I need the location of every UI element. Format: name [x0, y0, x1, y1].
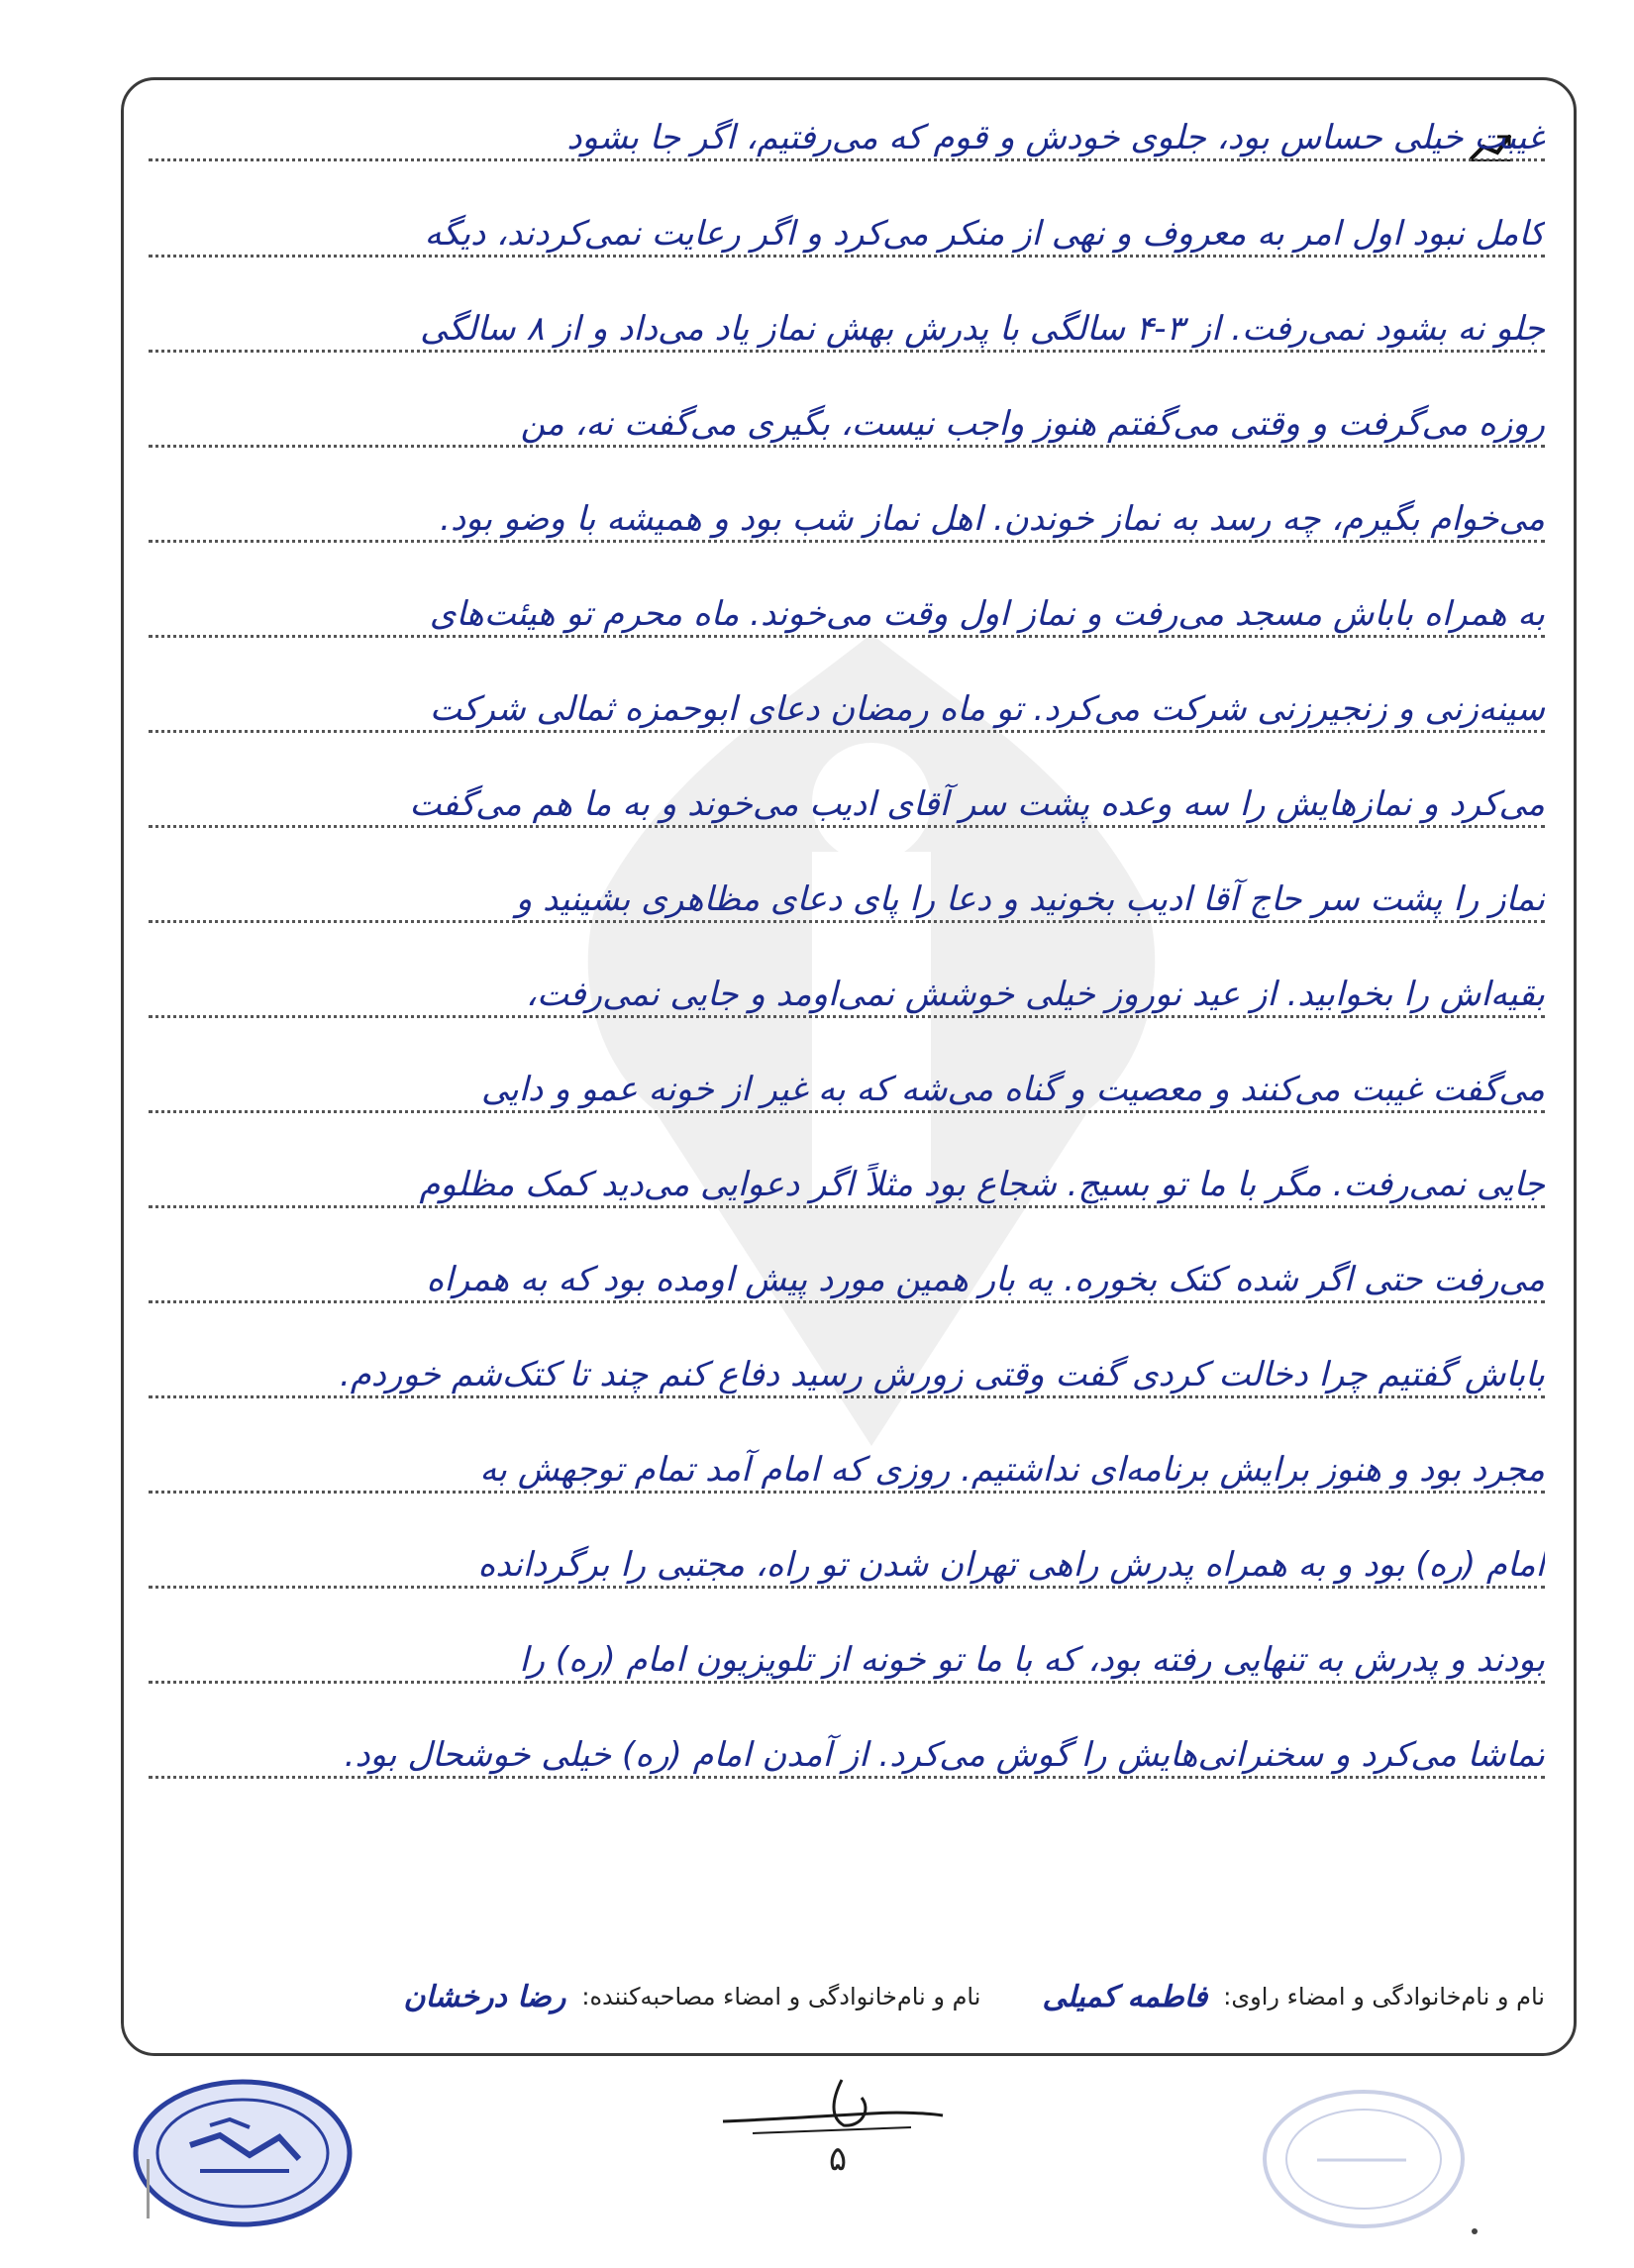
handwritten-line-2: کامل نبود اول امر به معروف و نهی از منکر می‌کرد و اگر رعایت نمی‌کردند، دیگه: [149, 210, 1545, 258]
handwritten-line-11: می‌گفت غیبت می‌کنند و معصیت و گناه می‌شه که به غیر از خونه عمو و دایی: [149, 1066, 1545, 1113]
handwritten-line-3: جلو نه بشود نمی‌رفت. از ۳-۴ سالگی با پدرش بهش نماز یاد می‌داد و از ۸ سالگی: [149, 305, 1545, 353]
stamp-seal: [131, 2076, 355, 2230]
handwritten-line-5: می‌خوام بگیرم، چه رسد به نماز خوندن. اهل نماز شب بود و همیشه با وضو بود.: [149, 495, 1545, 543]
interviewer-signature: رضا درخشان: [403, 1979, 566, 2014]
handwritten-line-14: باباش گفتیم چرا دخالت کردی گفت وقتی زورش رسید دفاع کنم چند تا کتک‌شم خوردم.: [149, 1351, 1545, 1398]
handwritten-line-17: بودند و پدرش به تنهایی رفته بود، که با ما تو خونه از تلویزیون امام (ره) را: [149, 1636, 1545, 1684]
handwritten-line-1: غیبت خیلی حساس بود، جلوی خودش و قوم که می‌رفتیم، اگر جا بشود: [149, 114, 1545, 161]
handwritten-line-18: تماشا می‌کرد و سخنرانی‌هایش را گوش می‌کرد. از آمدن امام (ره) خیلی خوشحال بود.: [149, 1731, 1545, 1779]
narrator-signature: فاطمه کمیلی: [1042, 1979, 1208, 2014]
handwritten-line-12: جایی نمی‌رفت. مگر با ما تو بسیج. شجاع بود مثلاً اگر دعوایی می‌دید کمک مظلوم: [149, 1161, 1545, 1208]
interviewer-label: نام و نام‌خانوادگی و امضاء مصاحبه‌کننده:: [581, 1983, 981, 2010]
margin-line: [147, 2159, 150, 2218]
signature-footer: [158, 1971, 1545, 2022]
ink-dot: [1472, 2228, 1478, 2234]
handwritten-line-16: امام (ره) بود و به همراه پدرش راهی تهران شدن تو راه، مجتبی را برگردانده: [149, 1541, 1545, 1589]
page-number: ۵: [828, 2139, 848, 2179]
handwritten-line-4: روزه می‌گرفت و وقتی می‌گفتم هنوز واجب نیست، بگیری می‌گفت نه، من: [149, 400, 1545, 448]
handwritten-line-13: می‌رفت حتی اگر شده کتک بخوره. یه بار همین مورد پیش اومده بود که به همراه: [149, 1256, 1545, 1303]
narrator-label: نام و نام‌خانوادگی و امضاء راوی:: [1223, 1983, 1545, 2010]
handwritten-line-8: می‌کرد و نمازهایش را سه وعده پشت سر آقای ادیب می‌خوند و به ما هم می‌گفت: [149, 780, 1545, 828]
handwritten-line-6: به همراه باباش مسجد می‌رفت و نماز اول وقت می‌خوند. ماه محرم تو هیئت‌های: [149, 590, 1545, 638]
handwritten-line-10: بقیه‌اش را بخوابید. از عید نوروز خیلی خوشش نمی‌اومد و جایی نمی‌رفت،: [149, 971, 1545, 1018]
handwritten-line-15: مجرد بود و هنوز برایش برنامه‌ای نداشتیم. روزی که امام آمد تمام توجهش به: [149, 1446, 1545, 1494]
handwritten-line-7: سینه‌زنی و زنجیرزنی شرکت می‌کرد. تو ماه رمضان دعای ابوحمزه ثمالی شرکت: [149, 685, 1545, 733]
faint-stamp-seal: [1258, 2085, 1470, 2233]
handwritten-line-9: نماز را پشت سر حاج آقا ادیب بخونید و دعا را پای دعای مظاهری بشینید و: [149, 876, 1545, 923]
